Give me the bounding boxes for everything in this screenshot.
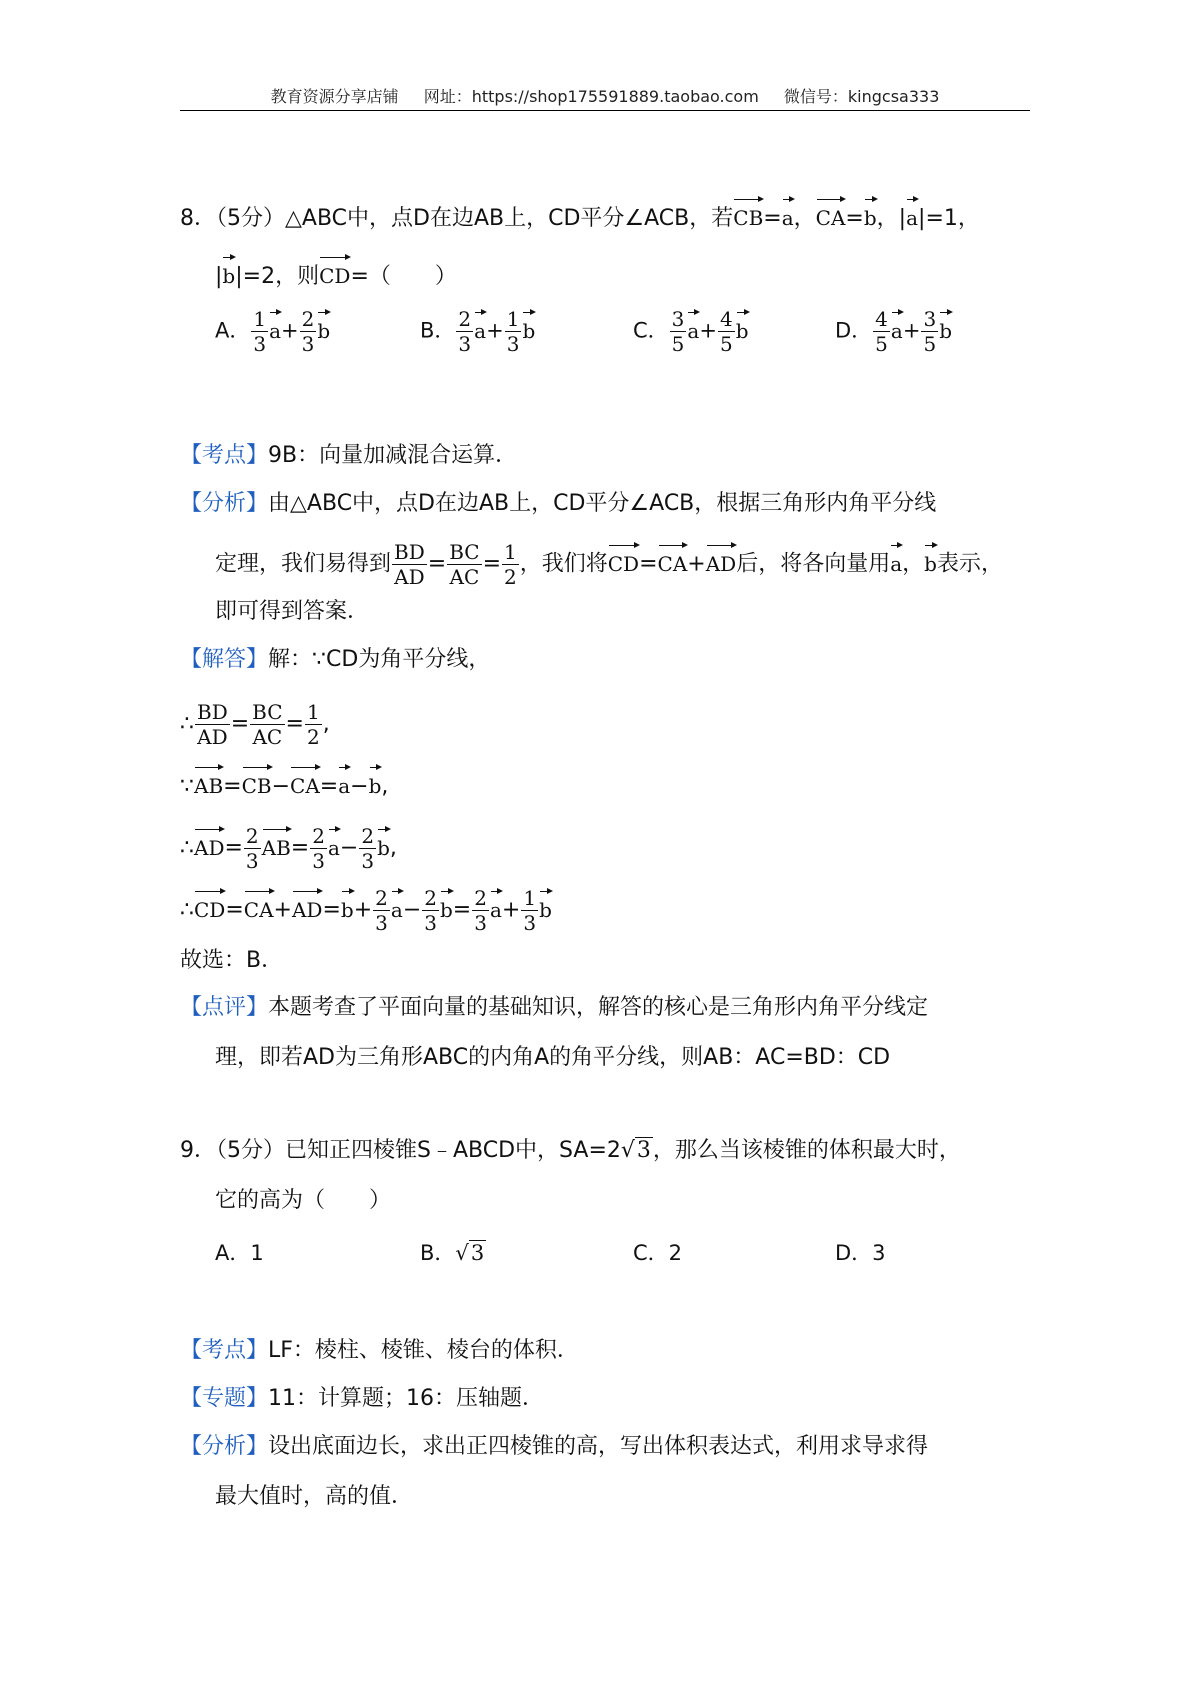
q8-option-c: C． $\frac{3}{5}$ a+ $\frac{4}{5}$ b [633,307,749,356]
q8-stem-line2: |b|=2，则CD=（ ） [215,254,457,293]
shop-url: 网址：https://shop175591889.taobao.com [423,87,759,106]
q8-step2: ∵AB=CB−CA=a−b, [180,764,388,803]
q8-step4: ∴CD=CA+AD=b+ $\frac{2}{3}$ a− $\frac{2}{3}$ b= $\frac{2}{3}$ a+ $\frac{1}{3}$ b [180,886,552,935]
q9-zhuanti: 【专题】11：计算题；16：压轴题． [180,1386,545,1411]
q8-fenxi-line2: 定理，我们易得到 $\frac{BD}{AD}$ = $\frac{BC}{AC}$ = $\frac{1}{2}$ ，我们将CD=CA+AD后，将各向量用a，b表示， [215,540,1003,589]
q9-fenxi-line2: 最大值时，高的值． [215,1484,414,1509]
q8-option-a: A． $\frac{1}{3}$ a+ $\frac{2}{3}$ b [215,307,331,356]
q9-option-b: B．√3 [420,1241,485,1265]
q8-option-d: D． $\frac{4}{5}$ a+ $\frac{3}{5}$ b [835,307,952,356]
q9-option-d: D．3 [835,1241,886,1265]
q8-kaodian: 【考点】9B：向量加减混合运算． [180,443,518,468]
shop-name: 教育资源分享店铺 [270,87,399,106]
q9-option-a: A．1 [215,1241,264,1265]
q8-dianping-line1: 【点评】本题考查了平面向量的基础知识，解答的核心是三角形内角平分线定 [180,995,929,1020]
page-header [180,84,1030,107]
q8-dianping-line2: 理，即若AD为三角形ABC的内角A的角平分线，则AB：AC=BD：CD [215,1045,891,1070]
q9-kaodian: 【考点】LF：棱柱、棱锥、棱台的体积． [180,1338,579,1363]
wechat-id: 微信号：kingcsa333 [783,87,940,106]
q9-stem-line2: 它的高为（ ） [215,1188,392,1213]
q8-answer: 故选：B． [180,948,284,973]
q8-step1: ∴ $\frac{BD}{AD}$ = $\frac{BC}{AC}$ = $\frac{1}{2}$ , [180,700,330,749]
header-divider [180,110,1030,111]
q8-option-b: B． $\frac{2}{3}$ a+ $\frac{1}{3}$ b [420,307,536,356]
q9-fenxi-line1: 【分析】设出底面边长，求出正四棱锥的高，写出体积表达式，利用求导求得 [180,1434,929,1459]
q8-fenxi-line1: 【分析】由△ABC中，点D在边AB上，CD平分∠ACB，根据三角形内角平分线 [180,491,937,516]
q9-stem-line1: 9．（5分）已知正四棱锥S﹣ABCD中，SA=2√3，那么当该棱锥的体积最大时， [180,1138,961,1163]
q8-step3: ∴AD= $\frac{2}{3}$ AB= $\frac{2}{3}$ a− $\frac{2}{3}$ b, [180,824,397,873]
q9-option-c: C．2 [633,1241,683,1265]
q8-jieda: 【解答】解：∵CD为角平分线， [180,647,491,672]
q8-fenxi-line3: 即可得到答案． [215,599,370,624]
q8-stem-line1: 8．（5分）△ABC中，点D在边AB上，CD平分∠ACB，若CB=a，CA=b，|a|=1， [180,196,980,235]
